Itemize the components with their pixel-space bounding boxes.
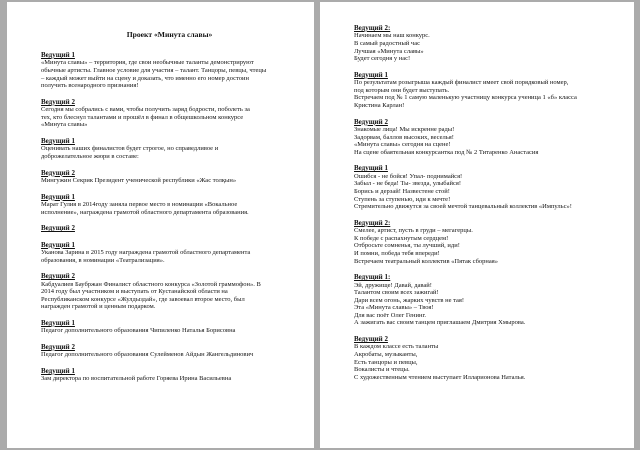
speech-line: Встречаем под № 1 самую маленькую участницу конкурса ученица 1 «б» класса — [354, 94, 577, 102]
speech-line: 2014 году был участником и выступать от Кустанайской области на — [41, 288, 228, 296]
speech-line: Для вас поёт Олег Генинг. — [354, 311, 427, 319]
speech-line: Педагог дополнительного образования Сулейменов Айдын Жангельдинович — [41, 351, 254, 359]
speech-line: Дари всем огонь, жарких чувств не тая! — [354, 296, 465, 304]
speech-line: Знакомые лица! Мы искренне рады! — [354, 125, 455, 133]
speaker-heading: Ведущий 2 — [41, 272, 75, 281]
speaker-heading: Ведущий 1: — [354, 273, 391, 282]
speech-line: «Минута славы» – территория, где свои необычные таланты демонстрируют — [41, 59, 254, 67]
speech-line: «Минута славы» — [41, 121, 88, 129]
speech-line: Борись и дерзай! Назвестене стой! — [354, 187, 450, 195]
speech-line: С художественным чтением выступает Илларионова Наталья. — [354, 373, 526, 381]
speaker-block — [41, 343, 298, 359]
speech-line: На сцене обаятельная конкурсантка под № 2 Титаренко Анастасия — [354, 148, 539, 156]
document-title: Проект «Минута славы» — [126, 30, 213, 39]
speech-line: Эй, дружище! Давай, давай! — [354, 281, 432, 289]
speech-line: Вокалисты и чтецы. — [354, 366, 410, 374]
speech-line: Педагог дополнительного образования Чипиленко Наталья Борисовна — [41, 327, 236, 335]
speaker-heading: Ведущий 2: — [354, 218, 391, 227]
speech-line: Смелее, артист, пусть в груди – мегагерцы. — [354, 227, 473, 235]
speaker-heading: Ведущий 1 — [41, 192, 75, 201]
speech-line: Республиканском конкурсе «Жулдыздай», где завоевал второе место, был — [41, 295, 245, 303]
speech-line: Ступень за ступенью, иди к мечте! — [354, 195, 451, 203]
speech-line: К победе с распахнутым сердцем! — [354, 234, 449, 242]
speaker-block — [41, 193, 298, 217]
speech-line: В каждом классе есть таланты — [354, 343, 439, 351]
speech-line: Мингужин Секрик Президент ученической республики «Жас толқын» — [41, 176, 237, 184]
speaker-heading: Ведущий 2 — [354, 117, 388, 126]
speech-line: И помни, победа тебя впереди! — [354, 249, 440, 257]
speech-line: доброжелательное жюри в составе: — [41, 152, 139, 160]
speaker-heading: Ведущий 2 — [41, 224, 75, 233]
speaker-heading: Ведущий 2 — [41, 168, 75, 177]
speaker-block — [41, 169, 298, 185]
speech-line: Лучшая «Минута славы» — [354, 47, 424, 55]
speech-line: Оценивать наших финалистов будет строгое, но справедливое и — [41, 145, 219, 153]
speech-line: обычные артисты. Главное условие для участия – талант. Танцоры, певцы, чтецы — [41, 67, 267, 74]
speaker-block — [354, 164, 622, 210]
speech-line: Эта «Минута славы» – Твоя! — [354, 304, 434, 312]
speech-line: Будет сегодня у нас! — [354, 55, 411, 63]
speaker-heading: Ведущий 2 — [354, 335, 388, 344]
speaker-block — [41, 241, 298, 265]
speaker-heading: Ведущий 1 — [41, 51, 75, 59]
speaker-block — [41, 137, 298, 161]
speaker-block — [354, 71, 622, 110]
speech-line: Задорвам, баллов высоких, веселья! — [354, 133, 454, 141]
speech-line: образования, в номинации «Театрализация». — [41, 256, 165, 264]
speaker-block — [354, 273, 622, 327]
speaker-heading: Ведущий 2: — [354, 24, 391, 32]
speech-line: Начинаем мы наш конкурс. — [354, 32, 430, 40]
speech-line: Марат Гулия в 2014году заняла первое место в номинации «Вокальное — [41, 200, 238, 208]
speech-line: В самый радостный час — [354, 40, 420, 47]
speech-line: исполнение», награждена грамотой областного департамента образования. — [41, 208, 249, 216]
document-page-1 — [7, 2, 314, 448]
speaker-block — [354, 24, 622, 63]
speech-line: Талантом своим всех зажигай! — [354, 289, 439, 297]
speaker-block — [41, 98, 298, 129]
speech-line: Кабдуалиев Баубржан Финалист областного конкурса «Золотой граммофон». В — [41, 280, 261, 288]
speaker-heading: Ведущий 1 — [354, 164, 388, 173]
speech-line: тех, кто блеснул талантами и прошёл в финал в общешкольном конкурсе — [41, 113, 244, 121]
speech-line: А зажигать вас своим танцем приглашаем Дмитрия Хмырова. — [354, 319, 526, 327]
speech-line: По результатам розыгрыша каждый финалист имеет свой порядковый номер, — [354, 79, 569, 87]
speech-line: под которым они будет выступать. — [354, 86, 450, 94]
speaker-heading: Ведущий 2 — [41, 342, 75, 351]
speech-line: Забыл - не беда! Ты- звезда, улыбайся! — [354, 180, 462, 188]
speaker-block — [41, 51, 298, 90]
speech-line: Ошибся - не бойся! Упал- поднимайся! — [354, 172, 463, 180]
speaker-block — [354, 118, 622, 157]
speaker-heading: Ведущий 1 — [354, 70, 388, 79]
speech-line: награжден грамотой и ценным подарком. — [41, 303, 156, 311]
speaker-block — [354, 335, 622, 381]
speech-line: Зам директора по воспитательной работе Горяева Ирина Васильевна — [41, 375, 232, 383]
speaker-heading: Ведущий 2 — [41, 97, 75, 106]
speech-line: Встречаем театральный коллектив «Пятак сборная» — [354, 257, 499, 265]
speaker-heading: Ведущий 1 — [41, 318, 75, 327]
speech-line: Кристина Карлан! — [354, 101, 405, 109]
speech-line: Отбросьте сомненья, ты лучший, иди! — [354, 242, 460, 250]
speaker-block — [41, 272, 298, 311]
speech-line: получить всенародного признания! — [41, 82, 139, 90]
speaker-heading: Ведущий 1 — [41, 240, 75, 249]
speech-line: Уканова Зарина в 2015 году награждена грамотой областного департамента — [41, 248, 251, 256]
speech-line: Есть танцоры и певцы, — [354, 358, 418, 366]
speech-line: Сегодня мы собрались с вами, чтобы получить заряд бодрости, поболеть за — [41, 106, 250, 114]
speaker-block — [354, 219, 622, 265]
speech-line: – каждый может выйти на сцену и доказать, что именно его номер достоин — [41, 74, 249, 82]
speaker-block — [41, 367, 298, 383]
speaker-block — [41, 224, 298, 232]
speech-line: Стремительно движутся за своей мечтой танцевальный коллектив «Импульс»! — [354, 203, 572, 211]
speech-line: «Минута славы» сегодня на сцене! — [354, 141, 451, 149]
speaker-heading: Ведущий 1 — [41, 366, 75, 375]
speaker-heading: Ведущий 1 — [41, 136, 75, 145]
document-page-2 — [320, 2, 634, 448]
speaker-block — [41, 319, 298, 335]
speech-line: Акробаты, музыканты, — [354, 351, 418, 359]
